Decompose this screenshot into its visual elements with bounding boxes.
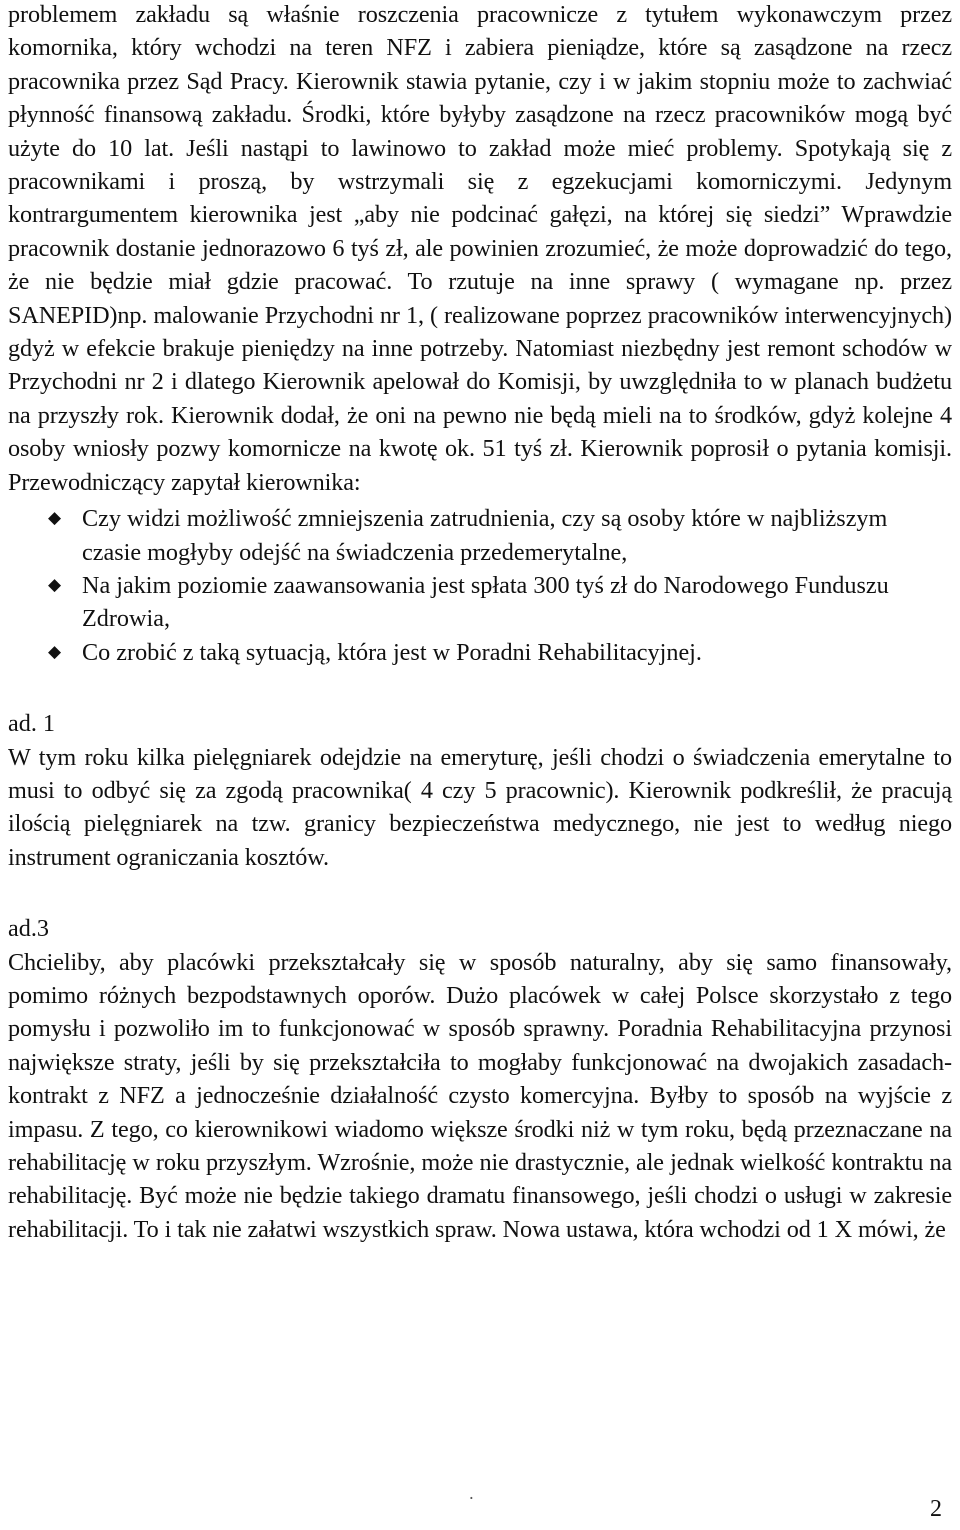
question-text: Co zrobić z taką sytuacją, która jest w Poradni Rehabilitacyjnej. bbox=[82, 638, 702, 666]
ad3-paragraph: Chcieliby, aby placówki przekształcały się w sposób naturalny, aby się samo finansowały, pomimo różnych bezpodstawnych oporów. Dużo placówek w całej Polsce skorzystało z tego pomysłu i pozwoliło im to funkcjonować w sposób sprawny. Poradnia Rehabilitacyjna przynosi największe straty, jeśli by się przekształciła to mogłaby funkcjonować na dwojakich zasadach- kontrakt z NFZ a jednocześnie działalność czysto komercyjna. Byłby to sposób na wyjście z impasu. Z tego, co kierownikowi wiadomo większe środki niż w tym roku, będą przeznaczane na rehabilitację w roku przyszłym. Wzrośnie, może nie drastycznie, ale jednak wielkość kontraktu na rehabilitację. Być może nie będzie takiego dramatu finansowego, jeśli chodzi o usługi w zakresie rehabilitacji. To i tak nie załatwi wszystkich spraw. Nowa ustawa, która wchodzi od 1 X mówi, że bbox=[8, 948, 952, 1243]
stray-mark: ˙ bbox=[468, 1493, 475, 1515]
intro-paragraph: problemem zakładu są właśnie roszczenia pracownicze z tytułem wykonawczym przez komornika, który wchodzi na teren NFZ i zabiera pieniądze, które są zasądzone na rzecz pracownika przez Sąd Pracy. Kierownik stawia pytanie, czy i w jakim stopniu może to zachwiać płynność finansową zakładu. Środki, które byłyby zasądzone na rzecz pracowników mogą być użyte do 10 lat. Jeśli nastąpi to lawinowo to zakład może mieć problemy. Spotykają się z pracownikami i proszą, by wstrzymali się z egzekucjami komorniczymi. Jedynym kontrargumentem kierownika jest „aby nie podcinać gałęzi, na której się siedzi” Wprawdzie pracownik dostanie jednorazowo 6 tyś zł, ale powinien zrozumieć, że może doprowadzić do tego, że nie będzie miał gdzie pracować. To rzutuje na inne sprawy ( wymagane np. przez SANEPID)np. malowanie Przychodni nr 1, ( realizowane poprzez pracowników interwencyjnych) gdyż w efekcie brakuje pieniędzy na inne potrzeby. Natomiast niezbędny jest remont schodów w Przychodni nr 2 i dlatego Kierownik apelował do Komisji, by uwzględniła to w planach budżetu na przyszły rok. Kierownik dodał, że oni na pewno nie będą mieli na to środków, gdyż kolejne 4 osoby wniosły pozwy komornicze na kwotę ok. 51 tyś zł. Kierownik poprosił o pytania komisji. Przewodniczący zapytał kierownika: bbox=[8, 1, 952, 496]
page-number: 2 bbox=[930, 1496, 942, 1522]
question-text: Na jakim poziomie zaawansowania jest spłata 300 tyś zł do Narodowego Funduszu Zdrowia, bbox=[82, 571, 889, 633]
question-item bbox=[48, 569, 952, 636]
section-spacer bbox=[8, 669, 952, 707]
ad1-paragraph: W tym roku kilka pielęgniarek odejdzie na emeryturę, jeśli chodzi o świadczenia emerytalne to musi to odbyć się za zgodą pracownika( 4 czy 5 pracownic). Kierownik podkreślił, że pracują ilością pielęgniarek na tzw. granicy bezpieczeństwa medycznego, nie jest to według niego instrument ograniczania kosztów. bbox=[8, 743, 952, 871]
question-item bbox=[48, 502, 952, 569]
ad3-heading: ad.3 bbox=[8, 915, 49, 943]
diamond-bullet-icon: ◆ bbox=[48, 574, 62, 595]
section-spacer bbox=[8, 874, 952, 912]
question-text: Czy widzi możliwość zmniejszenia zatrudnienia, czy są osoby które w najbliższym czasie mogłyby odejść na świadczenia przedemerytalne, bbox=[82, 505, 888, 566]
diamond-bullet-icon: ◆ bbox=[48, 641, 62, 662]
document-page bbox=[8, 0, 952, 1530]
question-item bbox=[48, 636, 952, 669]
diamond-bullet-icon: ◆ bbox=[48, 508, 62, 529]
question-list bbox=[8, 502, 952, 669]
ad1-heading: ad. 1 bbox=[8, 710, 56, 738]
